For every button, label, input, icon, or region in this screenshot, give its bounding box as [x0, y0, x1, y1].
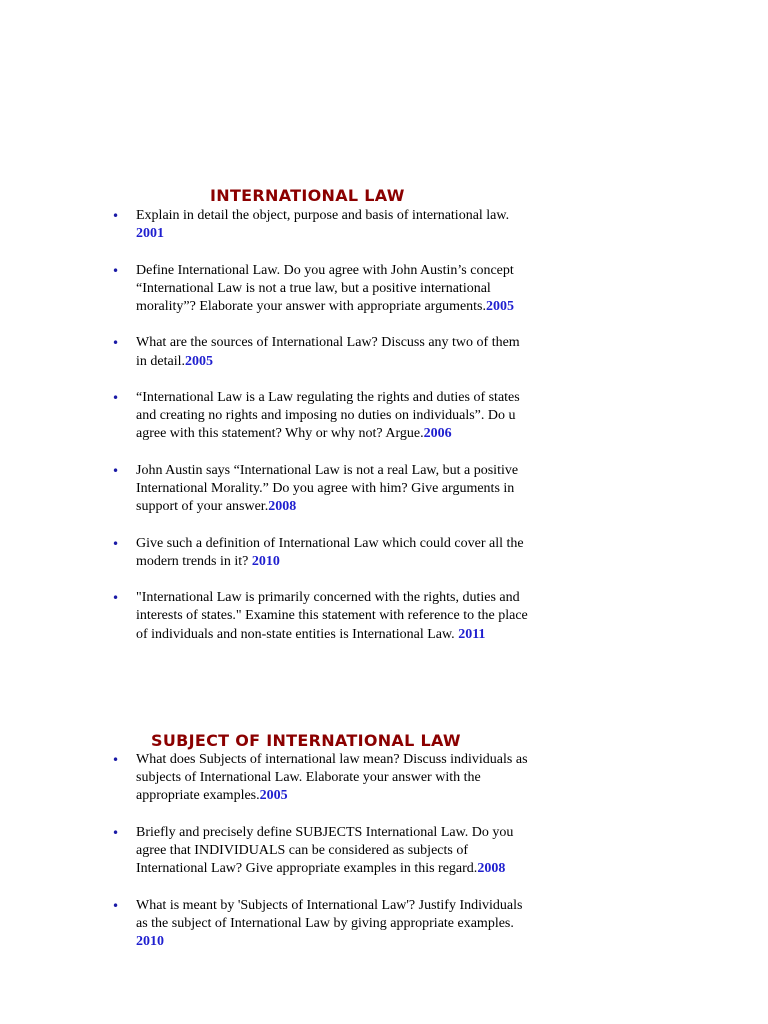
- bullet-icon: •: [112, 463, 120, 478]
- question-text: John Austin says “International Law is not a real Law, but a positive International Morality.” Do you agree with him? Give arguments in support of your answer.: [136, 462, 519, 515]
- question-item: [112, 262, 532, 317]
- exam-year: 2010: [251, 553, 280, 569]
- question-item: [112, 535, 532, 571]
- bullet-icon: •: [112, 591, 120, 606]
- question-text: Briefly and precisely define SUBJECTS International Law. Do you agree that INDIVIDUALS can be considered as subjects of International Law? Give appropriate examples in this regard.: [136, 824, 514, 877]
- question-item: [112, 589, 532, 644]
- question-text: Explain in detail the object, purpose and basis of international law.: [136, 208, 510, 223]
- question-item: [112, 751, 532, 806]
- question-text: What is meant by 'Subjects of International Law'? Justify Individuals as the subject of International Law by giving appropriate examples.: [136, 897, 523, 931]
- question-list-subject-of-international-law: [112, 751, 532, 969]
- bullet-icon: •: [112, 390, 120, 405]
- question-item: [112, 207, 532, 243]
- section-heading-international-law: INTERNATIONAL LAW: [210, 186, 405, 205]
- question-item: [112, 334, 532, 370]
- bullet-icon: •: [112, 536, 120, 551]
- question-item: [112, 389, 532, 444]
- section-heading-subject-of-international-law: SUBJECT OF INTERNATIONAL LAW: [151, 731, 461, 750]
- exam-year: 2008: [477, 861, 506, 877]
- question-text: What are the sources of International Law? Discuss any two of them in detail.: [136, 335, 520, 369]
- bullet-icon: •: [112, 753, 120, 767]
- question-list-international-law: [112, 207, 532, 662]
- exam-year: 2008: [268, 499, 297, 515]
- bullet-icon: •: [112, 336, 120, 351]
- question-item: [112, 462, 532, 517]
- question-item: [112, 824, 532, 879]
- bullet-icon: •: [112, 898, 120, 913]
- exam-year: 2010: [136, 934, 164, 949]
- question-text: Define International Law. Do you agree with John Austin’s concept “International Law is not a true law, but a positive international morality”? Elaborate your answer with appropriate arguments.: [136, 262, 514, 314]
- question-text: What does Subjects of international law mean? Discuss individuals as subjects of International Law. Elaborate your answer with the appropriate examples.: [136, 752, 528, 804]
- exam-year: 2005: [486, 299, 515, 314]
- exam-year: 2001: [136, 226, 164, 242]
- question-text: "International Law is primarily concerned with the rights, duties and interests of states." Examine this statement with reference to the place of individuals and non-state entities is International Law.: [136, 590, 528, 642]
- exam-year: 2005: [185, 353, 213, 369]
- question-text: “International Law is a Law regulating the rights and duties of states and creating no rights and imposing no duties on individuals”. Do u agree with this statement? Why or why not? Argue.: [136, 389, 520, 442]
- question-text: Give such a definition of International Law which could cover all the modern trends in it?: [136, 535, 524, 569]
- question-item: [112, 897, 532, 952]
- bullet-icon: •: [112, 263, 120, 278]
- bullet-icon: •: [112, 825, 120, 840]
- exam-year: 2006: [423, 426, 452, 442]
- exam-year: 2011: [458, 626, 486, 642]
- bullet-icon: •: [112, 209, 120, 223]
- exam-year: 2005: [259, 788, 288, 804]
